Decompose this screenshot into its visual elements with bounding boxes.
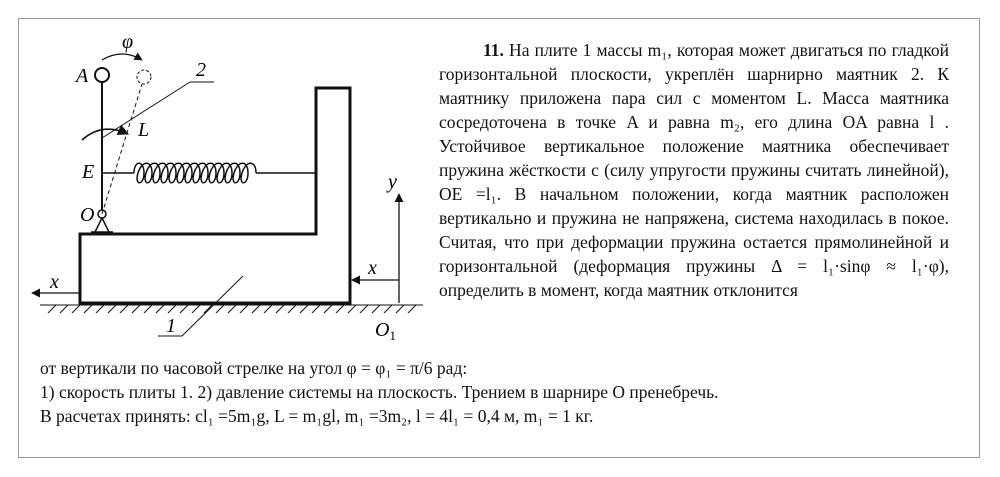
label-o: O xyxy=(80,204,95,226)
phi-arc-arrow xyxy=(102,54,142,60)
given-line: В расчетах принять: cl₁ =5m₁g, L = m₁gl, m₁ =3m₂, l = 4l₁ = 0,4 м, m₁ = 1 кг. xyxy=(40,406,594,426)
angle-line: от вертикали по часовой стрелке на угол φ = φ₁ = π/6 рад: xyxy=(40,358,468,378)
plate-1 xyxy=(80,88,350,303)
deflected-pendulum xyxy=(102,84,142,214)
deflected-bob xyxy=(137,70,151,84)
problem-continuation xyxy=(40,356,960,428)
pendulum-bob-a xyxy=(95,68,109,82)
label-x-outer: x xyxy=(50,271,59,293)
label-x-inner: x xyxy=(368,257,377,279)
ground-surface xyxy=(40,305,423,313)
label-2: 2 xyxy=(196,59,206,81)
moment-l-arrow xyxy=(82,129,128,140)
label-phi: φ xyxy=(122,31,134,53)
label-l: L xyxy=(138,119,150,141)
label-e: E xyxy=(82,161,95,183)
leader-line-1 xyxy=(182,276,243,336)
label-o1: $O_1$ xyxy=(375,319,396,343)
label-y: y xyxy=(388,171,397,193)
label-a: A xyxy=(76,65,89,87)
mechanism-figure xyxy=(18,18,438,348)
label-1: 1 xyxy=(166,315,176,337)
tasks-line: 1) скорость плиты 1. 2) давление системы на плоскость. Трением в шарнире O пренебречь. xyxy=(40,382,719,402)
problem-number: 11. xyxy=(483,40,504,60)
problem-text xyxy=(439,38,949,302)
spring xyxy=(102,163,316,183)
problem-paragraph: На плите 1 массы m₁, которая может двигаться по гладкой горизонтальной плоскости, укреплён шарнирно маятник 2. К маятнику приложена пара сил с моментом L. Масса маятника сосредоточена в точке A и равна m₂, его длина OA равна l . Устойчивое вертикальное положение маятника обеспечивает пружина жёсткости c (силу упругости пружины считать линейной), OE =l₁. В начальном положении, когда маятник расположен вертикально и пружина не напряжена, система находилась в покое. Считая, что при деформации пружина остается прямолинейной и горизонтальной (деформация пружины Δ = l₁·sinφ ≈ l₁·φ), определить в момент, когда маятник отклонится xyxy=(439,40,949,300)
